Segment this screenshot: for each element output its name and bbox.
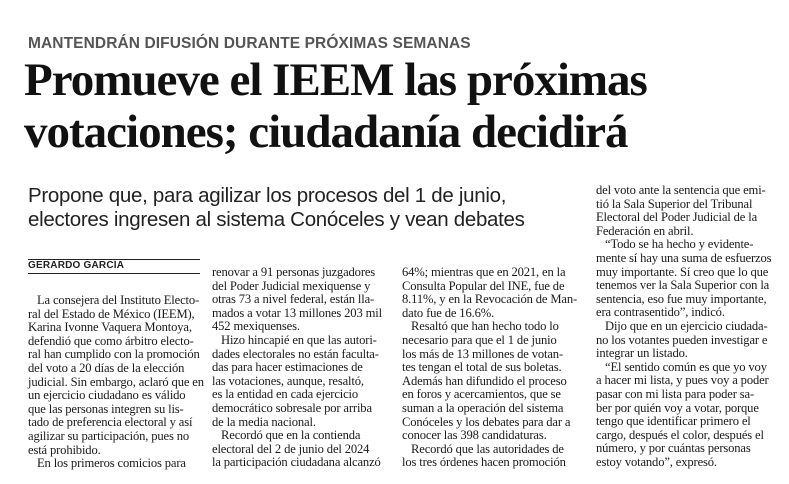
- body-text-line: judicial. Sin embargo, aclaró que en: [28, 374, 204, 389]
- body-text-line: Conóceles y los debates para dar a: [402, 414, 571, 429]
- article-kicker: MANTENDRÁN DIFUSIÓN DURANTE PRÓXIMAS SEMANAS: [28, 35, 471, 52]
- body-text-line: necesario para que el 1 de junio: [402, 332, 557, 347]
- body-text-line: ral del Estado de México (IEEM),: [28, 306, 195, 321]
- body-text-line: era contrasentido”, indicó.: [596, 305, 725, 320]
- body-text-line: Consulta Popular del INE, fue de: [402, 278, 565, 293]
- body-text-line: “El sentido común es que yo voy: [605, 359, 767, 374]
- body-text-line: sentencia, eso fue muy importante,: [596, 291, 767, 306]
- body-text-line: 8.11%, y en la Revocación de Man-: [402, 292, 578, 307]
- body-text-line: pasar con mi lista para poder sa-: [596, 386, 755, 401]
- body-text-line: de la media nacional.: [212, 414, 316, 429]
- body-column-1: [28, 293, 204, 471]
- body-text-line: en foros y acercamientos, que se: [402, 387, 561, 402]
- body-text-line: Recordó que las autoridades de: [411, 441, 564, 456]
- body-text-line: conocer las 398 candidaturas.: [402, 428, 547, 443]
- body-text-line: mente sí hay una suma de esfuerzos: [596, 250, 772, 265]
- body-text-line: la participación ciudadana alcanzó: [212, 455, 381, 470]
- body-text-line: dades electorales no están faculta-: [212, 346, 379, 361]
- body-text-line: 64%; mientras que en 2021, en la: [402, 265, 566, 279]
- body-text-line: integrar un listado.: [596, 346, 688, 361]
- body-column-2: [212, 266, 384, 470]
- body-text-line: Federación en abril.: [596, 223, 694, 238]
- body-column-4: [596, 184, 776, 469]
- body-text-line: está prohibido.: [28, 442, 101, 457]
- body-text-line: renovar a 91 personas juzgadores: [212, 265, 376, 279]
- body-text-line: tengo que identificar primero el: [596, 414, 751, 429]
- body-text-line: tió la Sala Superior del Tribunal: [596, 196, 753, 211]
- body-text-line: del voto ante la sentencia que emi-: [596, 183, 766, 197]
- article-headline: [24, 54, 764, 158]
- body-text-line: Electoral del Poder Judicial de la: [596, 210, 758, 225]
- body-text-line: tenemos ver la Sala Superior con la: [596, 278, 770, 293]
- body-text-line: un ejercicio ciudadano es válido: [28, 388, 186, 403]
- body-text-line: tes tengan el total de sus boletas.: [402, 360, 562, 375]
- deck-line: Propone que, para agilizar los procesos del 1 de junio,: [28, 184, 507, 207]
- body-text-line: defendió que como árbitro electo-: [28, 333, 194, 348]
- body-text-line: mados a votar 13 millones 203 mil: [212, 305, 382, 320]
- body-column-3: [402, 266, 578, 470]
- body-text-line: que las personas integren su lis-: [28, 401, 184, 416]
- body-text-line: “Todo se ha hecho y evidente-: [605, 237, 754, 252]
- body-text-line: los más de 13 millones de votan-: [402, 346, 563, 361]
- body-text-line: Hizo hincapié en que las autori-: [221, 332, 377, 347]
- body-text-line: del voto a 20 días de la elección: [28, 360, 185, 375]
- body-text-line: estoy votando”, expresó.: [596, 454, 717, 469]
- byline-rule-bottom: [28, 273, 200, 274]
- article-deck: [28, 184, 588, 231]
- body-text-line: del Poder Judicial mexiquense y: [212, 278, 371, 293]
- body-text-line: Además han difundido el proceso: [402, 373, 567, 388]
- body-text-line: Resaltó que han hecho todo lo: [411, 319, 559, 334]
- body-text-line: tado de preferencia electoral y así: [28, 415, 193, 430]
- body-text-line: muy importante. Sí creo que lo que: [596, 264, 769, 279]
- body-text-line: agilizar su participación, pues no: [28, 428, 190, 443]
- body-text-line: Recordó que en la contienda: [221, 428, 361, 443]
- body-text-line: las votaciones, aunque, resaltó,: [212, 373, 364, 388]
- body-text-line: número, y por cuántas personas: [596, 441, 751, 456]
- body-text-line: dato fue de 16.6%.: [402, 305, 495, 320]
- body-text-line: das para hacer estimaciones de: [212, 360, 363, 375]
- body-text-line: ral han cumplido con la promoción: [28, 347, 200, 362]
- body-text-line: otras 73 a nivel federal, están lla-: [212, 292, 375, 307]
- body-text-line: los tres órdenes hacen promoción: [402, 455, 566, 470]
- article-byline: GERARDO GARCÍA: [28, 260, 125, 271]
- headline-line: Promueve el IEEM las próximas: [24, 54, 647, 106]
- body-text-line: es la entidad en cada ejercicio: [212, 387, 359, 402]
- body-text-line: En los primeros comicios para: [37, 456, 186, 471]
- body-text-line: no los votantes pueden investigar e: [596, 332, 768, 347]
- deck-line: electores ingresen al sistema Conóceles y vean debates: [28, 207, 525, 231]
- body-text-line: Karina Ivonne Vaquera Montoya,: [28, 320, 192, 335]
- body-text-line: 452 mexiquenses.: [212, 319, 300, 334]
- body-text-line: cargo, después el color, después el: [596, 427, 764, 442]
- body-text-line: democrático sobresale por arriba: [212, 400, 372, 415]
- body-text-line: electoral del 2 de junio del 2024: [212, 441, 370, 456]
- body-text-line: suman a la operación del sistema: [402, 400, 564, 415]
- body-text-line: Dijo que en un ejercicio ciudada-: [605, 318, 768, 333]
- headline-line: votaciones; ciudadanía decidirá: [24, 106, 628, 158]
- body-text-line: a hacer mi lista, y pues voy a poder: [596, 373, 769, 388]
- body-text-line: La consejera del Instituto Electo-: [37, 293, 200, 307]
- body-text-line: ber por quién voy a votar, porque: [596, 400, 759, 415]
